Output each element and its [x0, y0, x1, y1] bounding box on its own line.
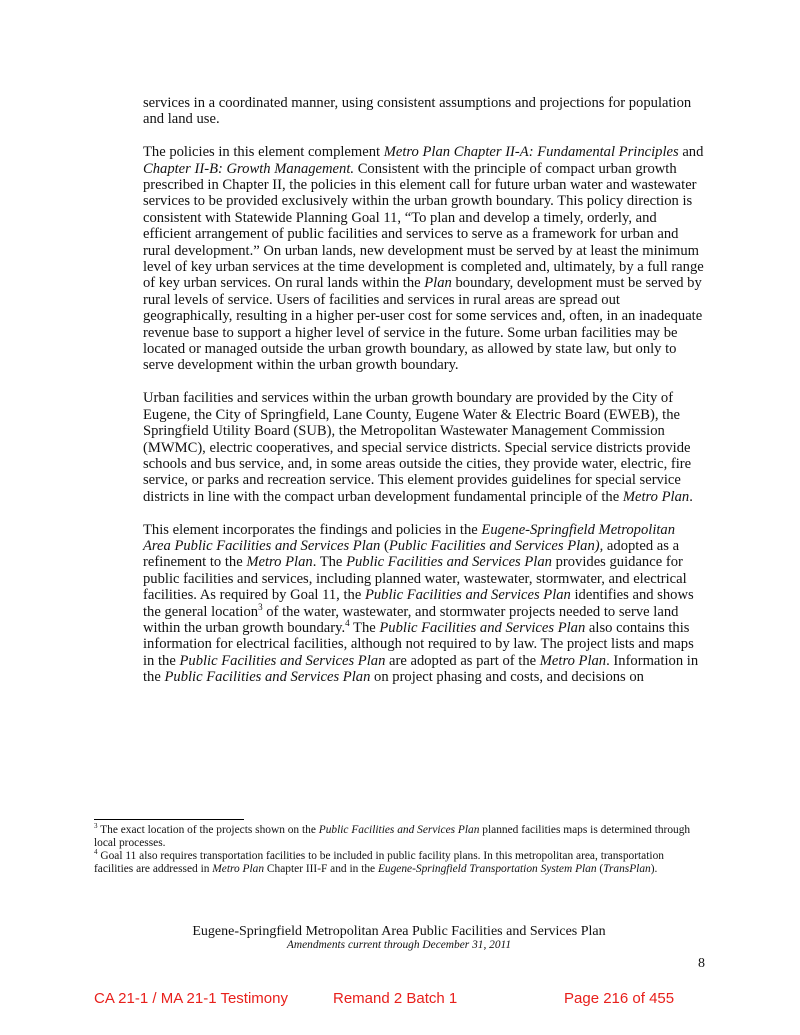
footnote-ref-4[interactable]: 4	[345, 618, 350, 629]
stamp-testimony: CA 21-1 / MA 21-1 Testimony	[94, 990, 288, 1007]
page-number: 8	[698, 956, 705, 971]
footer-subtitle: Amendments current through December 31, 2011	[286, 939, 512, 951]
stamp-batch: Remand 2 Batch 1	[333, 990, 458, 1007]
footer-title: Eugene-Springfield Metropolitan Area Public Facilities and Services Plan	[192, 924, 606, 939]
footnote-separator	[94, 819, 244, 820]
paragraph-intro: services in a coordinated manner, using consistent assumptions and projections for population and land use.	[143, 95, 692, 128]
paragraph-policies: The policies in this element complement Metro Plan Chapter II-A: Fundamental Principles and Chapter II-B: Growth Management. Consistent with the principle of compact urban growth prescribed in Chapter II, the policies in this element call for future urban water and wastewater services to be provided exclusively within the urban growth boundary. This policy direction is consistent with Statewide Planning Goal 11, “To plan and develop a timely, orderly, and efficient arrangement of public facilities and services to serve as a framework for urban and rural development.” On urban lands, new development must be served by at least the minimum level of key urban services at the time development is completed and, ultimately, by a full range of key urban services. On rural lands within the Plan boundary, development must be served by rural levels of service. Users of facilities and services in rural areas are spread out geographically, resulting in a higher per-user cost for some services and, often, in an inadequate revenue base to support a higher level of service in the future. Some urban facilities may be located or managed outside the urban growth boundary, as allowed by state law, but only to serve development within the urban growth boundary.	[143, 144, 704, 374]
paragraph-urban-facilities: Urban facilities and services within the urban growth boundary are provided by the City of Eugene, the City of Springfield, Lane County, Eugene Water & Electric Board (EWEB), the Springfield Utility Board (SUB), the Metropolitan Wastewater Management Commission (MWMC), electric cooperatives, and special service districts. Special service districts provide schools and bus service, and, in some areas outside the cities, they provide water, electric, fire service, or parks and recreation service. This element provides guidelines for special service districts in line with the compact urban development fundamental principle of the Metro Plan.	[143, 390, 693, 505]
footnote-ref-3[interactable]: 3	[258, 601, 263, 612]
main-body	[143, 95, 706, 702]
footnote-4: $^4$ Goal 11 also requires transportation facilities to be included in public facility plans. In this metropolitan area, transportation facilities are addressed in Metro Plan Chapter III-F and in the Eugene-Springfield Transportation System Plan (TransPlan).	[94, 848, 664, 876]
footnote-3: $^3$ The exact location of the projects shown on the Public Facilities and Services Plan planned facilities maps is determined through local processes.	[94, 822, 691, 850]
paragraph-element-incorporates: This element incorporates the findings and policies in the Eugene-Springfield Metropolitan Area Public Facilities and Services Plan (Public Facilities and Services Plan), adopted as a refinement to the Metro Plan. The Public Facilities and Services Plan provides guidance for public facilities and services, including planned water, wastewater, stormwater, and electrical facilities. As required by Goal 11, the Public Facilities and Services Plan identifies and shows the general location$^3$ of the water, wastewater, and stormwater projects needed to serve land within the urban growth boundary.$^4$ The Public Facilities and Services Plan also contains this information for electrical facilities, although not required to by law. The project lists and maps in the Public Facilities and Services Plan are adopted as part of the Metro Plan. Information in the Public Facilities and Services Plan on project phasing and costs, and decisions on	[143, 521, 699, 686]
stamp-page-count: Page 216 of 455	[564, 990, 675, 1007]
page-footer	[94, 924, 704, 952]
footnotes	[94, 824, 704, 876]
